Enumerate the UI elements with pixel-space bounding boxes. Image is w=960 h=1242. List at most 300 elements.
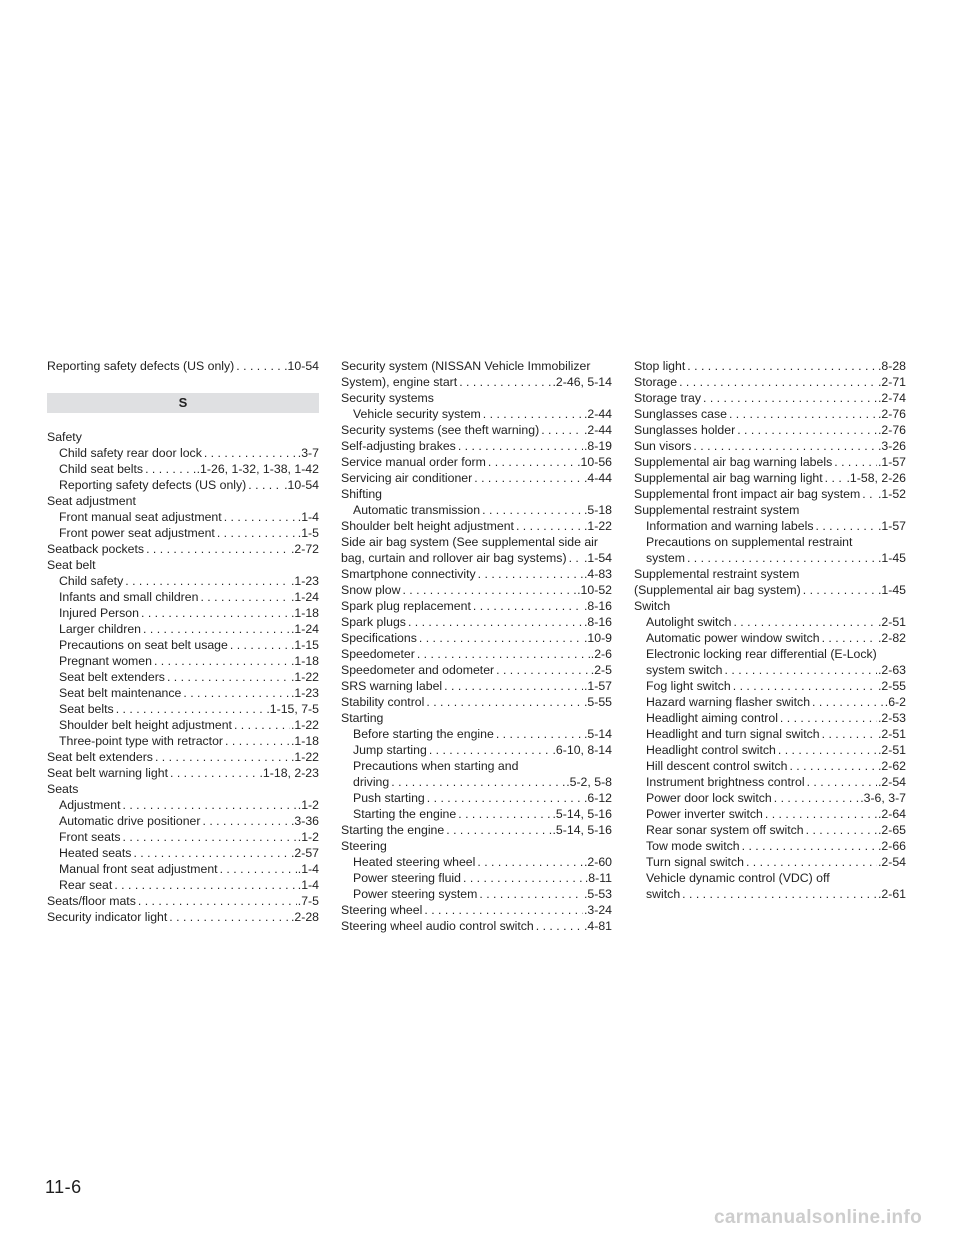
dot-leader	[806, 822, 877, 838]
index-entry	[341, 582, 612, 598]
entry-page-ref: .1-18	[290, 654, 319, 668]
index-entry	[341, 694, 612, 710]
entry-term: Speedometer	[341, 647, 415, 661]
index-entry	[341, 374, 612, 390]
section-letter-header: S	[47, 393, 319, 413]
index-continuation-line: Security system (NISSAN Vehicle Immobilizer	[341, 359, 591, 373]
entry-term: system	[646, 551, 685, 565]
entry-term: Child safety rear door lock	[59, 446, 202, 460]
entry-term: Seat belt maintenance	[59, 686, 182, 700]
dot-leader	[141, 605, 290, 621]
entry-page-ref: .1-23	[290, 574, 319, 588]
dot-leader	[429, 742, 552, 758]
dot-leader	[154, 653, 290, 669]
index-entry	[341, 406, 612, 422]
entry-page-ref: .8-19	[583, 439, 612, 453]
index-entry	[341, 854, 612, 870]
entry-term: Heated steering wheel	[353, 855, 476, 869]
entry-page-ref: .1-45	[877, 551, 906, 565]
entry-page-ref: .8-28	[877, 359, 906, 373]
entry-page-ref: .1-2	[297, 798, 319, 812]
entry-term: Information and warning labels	[646, 519, 814, 533]
entry-term: Supplemental front impact air bag system	[634, 487, 861, 501]
index-entry	[634, 582, 906, 598]
index-entry	[341, 918, 612, 934]
index-continuation-line: Supplemental restraint system	[634, 567, 800, 581]
index-entry	[341, 614, 612, 630]
entry-term: Spark plug replacement	[341, 599, 471, 613]
dot-leader	[733, 614, 877, 630]
entry-page-ref: .1-18	[290, 606, 319, 620]
entry-term: Turn signal switch	[646, 855, 744, 869]
entry-term: Headlight aiming control	[646, 711, 778, 725]
entry-page-ref: .2-44	[583, 407, 612, 421]
entry-page-ref: .7-5	[297, 894, 319, 908]
index-entry	[341, 662, 612, 678]
entry-term: Spark plugs	[341, 615, 406, 629]
entry-term: Starting the engine	[341, 823, 445, 837]
index-entry	[341, 902, 612, 918]
index-continuation-line: Vehicle dynamic control (VDC) off	[646, 871, 830, 885]
entry-term: Hazard warning flasher switch	[646, 695, 811, 709]
index-entry	[341, 774, 612, 790]
entry-term: Servicing air conditioner	[341, 471, 473, 485]
entry-term: Automatic transmission	[353, 503, 481, 517]
dot-leader	[138, 893, 297, 909]
entry-term: Storage tray	[634, 391, 701, 405]
dot-leader	[746, 854, 877, 870]
dot-leader	[446, 822, 551, 838]
index-heading: Shifting	[341, 487, 383, 501]
entry-page-ref: .2-61	[877, 887, 906, 901]
dot-leader	[123, 797, 297, 813]
entry-page-ref: .1-4	[297, 878, 319, 892]
entry-page-ref: .10-9	[583, 631, 612, 645]
index-entry	[341, 598, 612, 614]
index-continuation-line: Side air bag system (See supplemental side air	[341, 535, 598, 549]
index-entry	[634, 854, 906, 870]
dot-leader	[516, 518, 583, 534]
index-entry	[341, 870, 612, 886]
index-entry	[634, 774, 906, 790]
dot-leader	[725, 662, 877, 678]
dot-leader	[424, 902, 583, 918]
entry-term: Service manual order form	[341, 455, 486, 469]
dot-leader	[807, 774, 877, 790]
dot-leader	[125, 573, 290, 589]
entry-page-ref: .2-71	[877, 375, 906, 389]
entry-term: Power steering system	[353, 887, 478, 901]
index-entry	[634, 422, 906, 438]
dot-leader	[693, 438, 877, 454]
entry-term: Power steering fluid	[353, 871, 461, 885]
entry-term: Steering wheel audio control switch	[341, 919, 534, 933]
entry-page-ref: .1-26, 1-32, 1-38, 1-42	[196, 462, 319, 476]
entry-term: Supplemental air bag warning labels	[634, 455, 833, 469]
index-entry	[341, 726, 612, 742]
dot-leader	[478, 566, 583, 582]
entry-page-ref: .1-22	[583, 519, 612, 533]
index-entry	[341, 422, 612, 438]
index-column-1	[47, 358, 319, 925]
entry-page-ref: .1-52	[877, 487, 906, 501]
dot-leader	[459, 374, 551, 390]
entry-page-ref: .2-64	[877, 807, 906, 821]
entry-term: Sun visors	[634, 439, 692, 453]
dot-leader	[687, 358, 877, 374]
index-entry	[634, 374, 906, 390]
entry-page-ref: .2-65	[877, 823, 906, 837]
entry-term: Reporting safety defects (US only)	[59, 478, 247, 492]
index-entry	[634, 726, 906, 742]
entry-page-ref: .2-51	[877, 743, 906, 757]
index-entry	[47, 621, 319, 637]
entry-term: Front manual seat adjustment	[59, 510, 222, 524]
dot-leader	[419, 630, 583, 646]
entry-term: Pregnant women	[59, 654, 152, 668]
dot-leader	[483, 406, 583, 422]
dot-leader	[679, 374, 877, 390]
dot-leader	[458, 438, 583, 454]
entry-page-ref: .2-53	[877, 711, 906, 725]
entry-page-ref: .1-24	[290, 622, 319, 636]
entry-term: Push starting	[353, 791, 425, 805]
entry-page-ref: .1-57	[877, 519, 906, 533]
entry-page-ref: .8-11	[584, 871, 612, 885]
index-entry	[634, 822, 906, 838]
index-entry	[634, 758, 906, 774]
entry-page-ref: .2-6	[590, 647, 612, 661]
entry-term: Precautions on seat belt usage	[59, 638, 228, 652]
entry-page-ref: .6-10, 8-14	[552, 743, 612, 757]
entry-term: Stability control	[341, 695, 425, 709]
entry-term: Front power seat adjustment	[59, 526, 215, 540]
entry-page-ref: .2-82	[877, 631, 906, 645]
entry-page-ref: .2-63	[877, 663, 906, 677]
entry-term: Headlight control switch	[646, 743, 776, 757]
entry-term: Security indicator light	[47, 910, 168, 924]
dot-leader	[220, 861, 297, 877]
index-entry	[341, 806, 612, 822]
entry-term: Seats/floor mats	[47, 894, 136, 908]
entry-page-ref: .1-58, 2-26	[846, 471, 906, 485]
index-entry	[47, 637, 319, 653]
index-entry	[341, 518, 612, 534]
index-entry	[341, 502, 612, 518]
dot-leader	[569, 550, 583, 566]
index-entry	[634, 886, 906, 902]
entry-page-ref: .1-15	[290, 638, 319, 652]
entry-term: Vehicle security system	[353, 407, 481, 421]
entry-term: Front seats	[59, 830, 121, 844]
dot-leader	[822, 726, 877, 742]
index-entry	[47, 861, 319, 877]
index-entry	[47, 605, 319, 621]
index-entry	[634, 358, 906, 374]
index-entry	[47, 541, 319, 557]
entry-term: Supplemental air bag warning light	[634, 471, 823, 485]
dot-leader	[682, 886, 877, 902]
index-column-3	[634, 358, 906, 902]
entry-term: Security systems (see theft warning)	[341, 423, 540, 437]
index-entry	[634, 662, 906, 678]
index-entry	[634, 454, 906, 470]
entry-page-ref: .2-46, 5-14	[552, 375, 612, 389]
entry-page-ref: .3-36	[290, 814, 319, 828]
entry-page-ref: .2-57	[290, 846, 319, 860]
page-number: 11-6	[45, 1177, 82, 1197]
index-entry	[341, 566, 612, 582]
index-entry	[634, 390, 906, 406]
entry-term: bag, curtain and rollover air bag systems)	[341, 551, 567, 565]
entry-page-ref: .2-60	[583, 855, 612, 869]
entry-term: Seat belt extenders	[47, 750, 153, 764]
index-heading: Safety	[47, 430, 82, 444]
entry-term: Headlight and turn signal switch	[646, 727, 820, 741]
dot-leader	[482, 502, 583, 518]
index-entry	[634, 486, 906, 502]
dot-leader	[169, 909, 290, 925]
entry-term: Snow plow	[341, 583, 401, 597]
entry-term: switch	[646, 887, 681, 901]
index-entry	[47, 765, 319, 781]
entry-term: Smartphone connectivity	[341, 567, 476, 581]
dot-leader	[145, 461, 196, 477]
index-entry	[47, 733, 319, 749]
entry-page-ref: .3-26	[877, 439, 906, 453]
entry-page-ref: .5-14, 5-16	[552, 823, 612, 837]
index-entry	[341, 646, 612, 662]
entry-page-ref: .10-56	[577, 455, 612, 469]
entry-page-ref: .1-18, 2-23	[259, 766, 319, 780]
index-entry	[47, 701, 319, 717]
entry-page-ref: .2-44	[583, 423, 612, 437]
entry-page-ref: .2-72	[290, 542, 319, 556]
entry-page-ref: .1-22	[290, 670, 319, 684]
index-entry	[47, 509, 319, 525]
dot-leader	[474, 470, 583, 486]
dot-leader	[114, 877, 296, 893]
entry-term: Sunglasses holder	[634, 423, 736, 437]
entry-term: driving	[353, 775, 390, 789]
dot-leader	[765, 806, 877, 822]
dot-leader	[444, 678, 583, 694]
index-entry	[47, 893, 319, 909]
entry-page-ref: .1-57	[877, 455, 906, 469]
index-entry	[634, 742, 906, 758]
index-entry	[47, 909, 319, 925]
dot-leader	[729, 406, 877, 422]
index-entry	[634, 710, 906, 726]
index-entry	[634, 838, 906, 854]
index-entry	[634, 406, 906, 422]
index-column-2	[341, 358, 612, 934]
index-entry	[47, 477, 319, 493]
entry-page-ref: .2-51	[877, 727, 906, 741]
index-entry	[47, 358, 319, 374]
index-entry	[47, 877, 319, 893]
entry-term: Stop light	[634, 359, 686, 373]
entry-page-ref: .1-15, 7-5	[266, 702, 319, 716]
index-entry	[47, 685, 319, 701]
entry-page-ref: .2-54	[877, 855, 906, 869]
entry-page-ref: .2-51	[877, 615, 906, 629]
index-entry	[47, 669, 319, 685]
index-heading: Switch	[634, 599, 671, 613]
dot-leader	[812, 694, 884, 710]
dot-leader	[408, 614, 583, 630]
entry-term: Rear sonar system off switch	[646, 823, 804, 837]
dot-leader	[815, 518, 876, 534]
entry-page-ref: .1-4	[297, 510, 319, 524]
entry-term: SRS warning label	[341, 679, 443, 693]
index-entry	[47, 653, 319, 669]
dot-leader	[733, 678, 877, 694]
entry-page-ref: .8-16	[583, 615, 612, 629]
entry-page-ref: .2-76	[877, 423, 906, 437]
dot-leader	[834, 454, 877, 470]
index-entry	[341, 742, 612, 758]
index-entry	[47, 589, 319, 605]
dot-leader	[123, 829, 297, 845]
entry-term: Power door lock switch	[646, 791, 772, 805]
dot-leader	[488, 454, 576, 470]
dot-leader	[463, 870, 584, 886]
dot-leader	[234, 717, 290, 733]
entry-term: Instrument brightness control	[646, 775, 805, 789]
entry-page-ref: .3-24	[583, 903, 612, 917]
index-entry	[47, 573, 319, 589]
dot-leader	[541, 422, 583, 438]
entry-page-ref: .1-22	[290, 750, 319, 764]
dot-leader	[417, 646, 590, 662]
dot-leader	[167, 669, 290, 685]
index-entry	[634, 438, 906, 454]
entry-term: Power inverter switch	[646, 807, 763, 821]
index-entry	[47, 445, 319, 461]
index-entry	[341, 550, 612, 566]
entry-page-ref: .5-55	[583, 695, 612, 709]
index-heading: Steering	[341, 839, 387, 853]
index-entry	[341, 822, 612, 838]
entry-term: Injured Person	[59, 606, 139, 620]
index-heading: Seat adjustment	[47, 494, 136, 508]
dot-leader	[778, 742, 877, 758]
index-continuation-line: Precautions when starting and	[353, 759, 519, 773]
dot-leader	[862, 486, 877, 502]
index-entry	[341, 630, 612, 646]
entry-term: Fog light switch	[646, 679, 731, 693]
entry-page-ref: .2-66	[877, 839, 906, 853]
entry-term: (Supplemental air bag system)	[634, 583, 801, 597]
entry-page-ref: .4-44	[583, 471, 612, 485]
index-entry	[634, 694, 906, 710]
entry-page-ref: .1-2	[297, 830, 319, 844]
index-entry	[47, 829, 319, 845]
index-entry	[341, 678, 612, 694]
entry-term: Storage	[634, 375, 678, 389]
entry-page-ref: .6-12	[583, 791, 612, 805]
entry-term: Automatic power window switch	[646, 631, 820, 645]
dot-leader	[703, 390, 877, 406]
index-continuation-line: Precautions on supplemental restraint	[646, 535, 853, 549]
entry-page-ref: .2-55	[877, 679, 906, 693]
index-entry	[634, 790, 906, 806]
entry-page-ref: .2-54	[877, 775, 906, 789]
entry-page-ref: .1-23	[290, 686, 319, 700]
dot-leader	[236, 358, 283, 374]
entry-page-ref: .5-18	[583, 503, 612, 517]
entry-page-ref: .1-57	[583, 679, 612, 693]
dot-leader	[426, 694, 583, 710]
entry-term: Self-adjusting brakes	[341, 439, 456, 453]
dot-leader	[789, 758, 877, 774]
entry-term: Child safety	[59, 574, 124, 588]
entry-term: Shoulder belt height adjustment	[341, 519, 514, 533]
dot-leader	[496, 726, 583, 742]
index-heading: Seats	[47, 782, 79, 796]
entry-page-ref: .10-54	[284, 359, 319, 373]
dot-leader	[825, 470, 846, 486]
entry-page-ref: .5-2, 5-8	[566, 775, 612, 789]
entry-term: Seat belt extenders	[59, 670, 165, 684]
dot-leader	[391, 774, 565, 790]
entry-page-ref: .1-45	[877, 583, 906, 597]
entry-term: Shoulder belt height adjustment	[59, 718, 232, 732]
dot-leader	[402, 582, 576, 598]
dot-leader	[224, 509, 297, 525]
dot-leader	[780, 710, 877, 726]
dot-leader	[230, 637, 290, 653]
index-entry	[341, 438, 612, 454]
entry-term: Seat belts	[59, 702, 114, 716]
entry-term: System), engine start	[341, 375, 458, 389]
entry-term: Before starting the engine	[353, 727, 494, 741]
dot-leader	[204, 445, 297, 461]
entry-page-ref: .2-62	[877, 759, 906, 773]
index-entry	[634, 678, 906, 694]
dot-leader	[183, 685, 290, 701]
entry-page-ref: .2-28	[290, 910, 319, 924]
index-entry	[634, 518, 906, 534]
index-entry	[47, 461, 319, 477]
dot-leader	[536, 918, 583, 934]
entry-term: Child seat belts	[59, 462, 144, 476]
dot-leader	[202, 813, 289, 829]
entry-term: Jump starting	[353, 743, 427, 757]
entry-term: Steering wheel	[341, 903, 423, 917]
dot-leader	[742, 838, 877, 854]
index-entry	[634, 614, 906, 630]
entry-term: Infants and small children	[59, 590, 199, 604]
index-entry	[47, 749, 319, 765]
index-entry	[634, 470, 906, 486]
index-entry	[47, 813, 319, 829]
index-heading: Starting	[341, 711, 384, 725]
entry-page-ref: .4-81	[583, 919, 612, 933]
dot-leader	[200, 589, 290, 605]
entry-term: Specifications	[341, 631, 417, 645]
entry-page-ref: .5-14, 5-16	[552, 807, 612, 821]
entry-page-ref: .5-14	[583, 727, 612, 741]
index-entry	[634, 550, 906, 566]
entry-page-ref: .4-83	[583, 567, 612, 581]
entry-term: Hill descent control switch	[646, 759, 788, 773]
index-entry	[341, 886, 612, 902]
entry-page-ref: .2-76	[877, 407, 906, 421]
dot-leader	[803, 582, 877, 598]
entry-term: Automatic drive positioner	[59, 814, 201, 828]
